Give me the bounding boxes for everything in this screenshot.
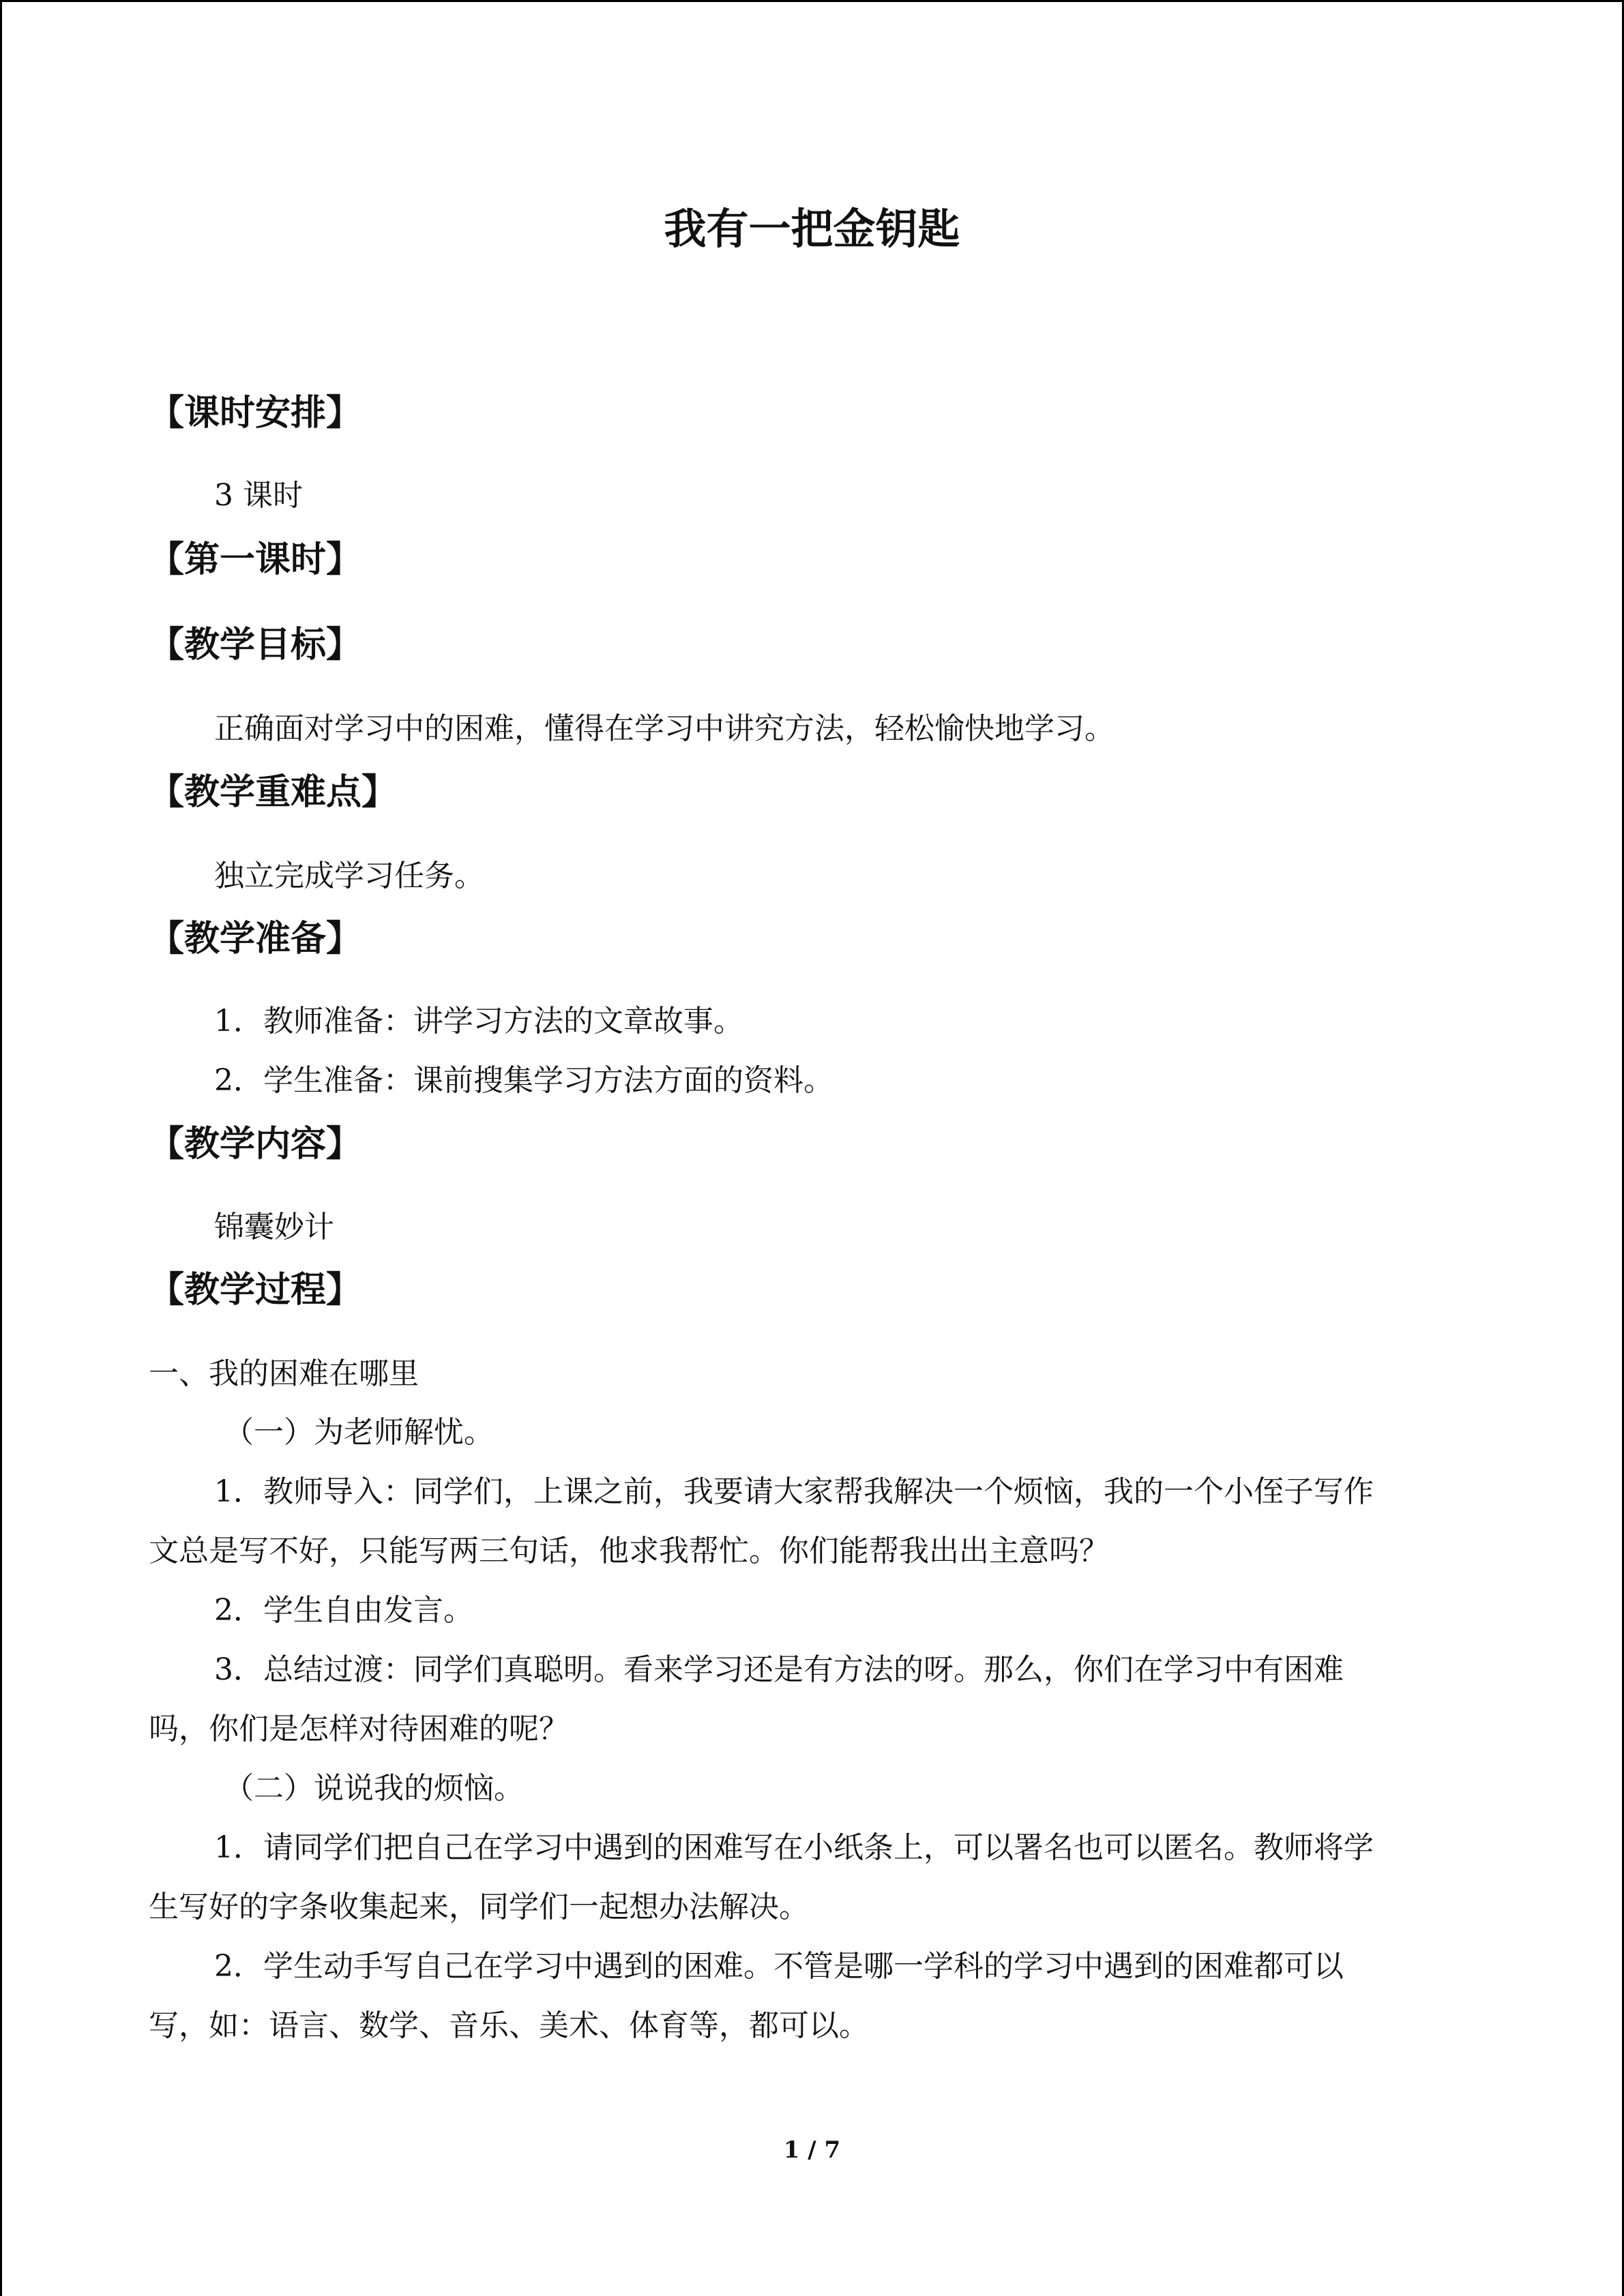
document-page bbox=[149, 0, 1475, 2296]
goals-heading: 【教学目标】 bbox=[149, 624, 362, 666]
document-title: 我有一把金钥匙 bbox=[664, 204, 960, 254]
goals-body: 正确面对学习中的困难，懂得在学习中讲究方法，轻松愉快地学习。 bbox=[214, 711, 1114, 746]
process-subsection: （一）为老师解忧。 bbox=[224, 1415, 494, 1450]
key-points-heading: 【教学重难点】 bbox=[149, 771, 398, 813]
schedule-body: 3 课时 bbox=[214, 478, 303, 513]
key-points-body: 独立完成学习任务。 bbox=[214, 859, 484, 893]
paragraph-line: 吗，你们是怎样对待困难的呢？ bbox=[149, 1712, 569, 1746]
paragraph-line: 1．教师导入：同学们，上课之前，我要请大家帮我解决一个烦恼，我的一个小侄子写作 bbox=[214, 1474, 1374, 1509]
paragraph-line: 1．请同学们把自己在学习中遇到的困难写在小纸条上，可以署名也可以匿名。教师将学 bbox=[214, 1830, 1374, 1865]
content-heading: 【教学内容】 bbox=[149, 1123, 362, 1165]
schedule-heading: 【课时安排】 bbox=[149, 392, 362, 434]
process-heading: 【教学过程】 bbox=[149, 1269, 362, 1311]
first-lesson-heading: 【第一课时】 bbox=[149, 539, 362, 580]
process-subsection: （二）说说我的烦恼。 bbox=[224, 1771, 524, 1806]
preparation-item: 2．学生准备：课前搜集学习方法方面的资料。 bbox=[214, 1063, 833, 1098]
paragraph-line: 文总是写不好，只能写两三句话，他求我帮忙。你们能帮我出出主意吗？ bbox=[149, 1534, 1109, 1568]
preparation-heading: 【教学准备】 bbox=[149, 918, 362, 959]
page-number: 1 / 7 bbox=[783, 2136, 841, 2164]
content-body: 锦囊妙计 bbox=[214, 1210, 334, 1244]
paragraph-line: 2．学生动手写自己在学习中遇到的困难。不管是哪一学科的学习中遇到的困难都可以 bbox=[214, 1949, 1344, 1984]
paragraph-line: 写，如：语言、数学、音乐、美术、体育等，都可以。 bbox=[149, 2008, 869, 2043]
process-part-one: 一、我的困难在哪里 bbox=[149, 1356, 419, 1391]
paragraph-line: 2．学生自由发言。 bbox=[214, 1593, 473, 1628]
preparation-item: 1．教师准备：讲学习方法的文章故事。 bbox=[214, 1004, 743, 1039]
paragraph-line: 3．总结过渡：同学们真聪明。看来学习还是有方法的呀。那么，你们在学习中有困难 bbox=[214, 1652, 1344, 1687]
paragraph-line: 生写好的字条收集起来，同学们一起想办法解决。 bbox=[149, 1890, 809, 1924]
